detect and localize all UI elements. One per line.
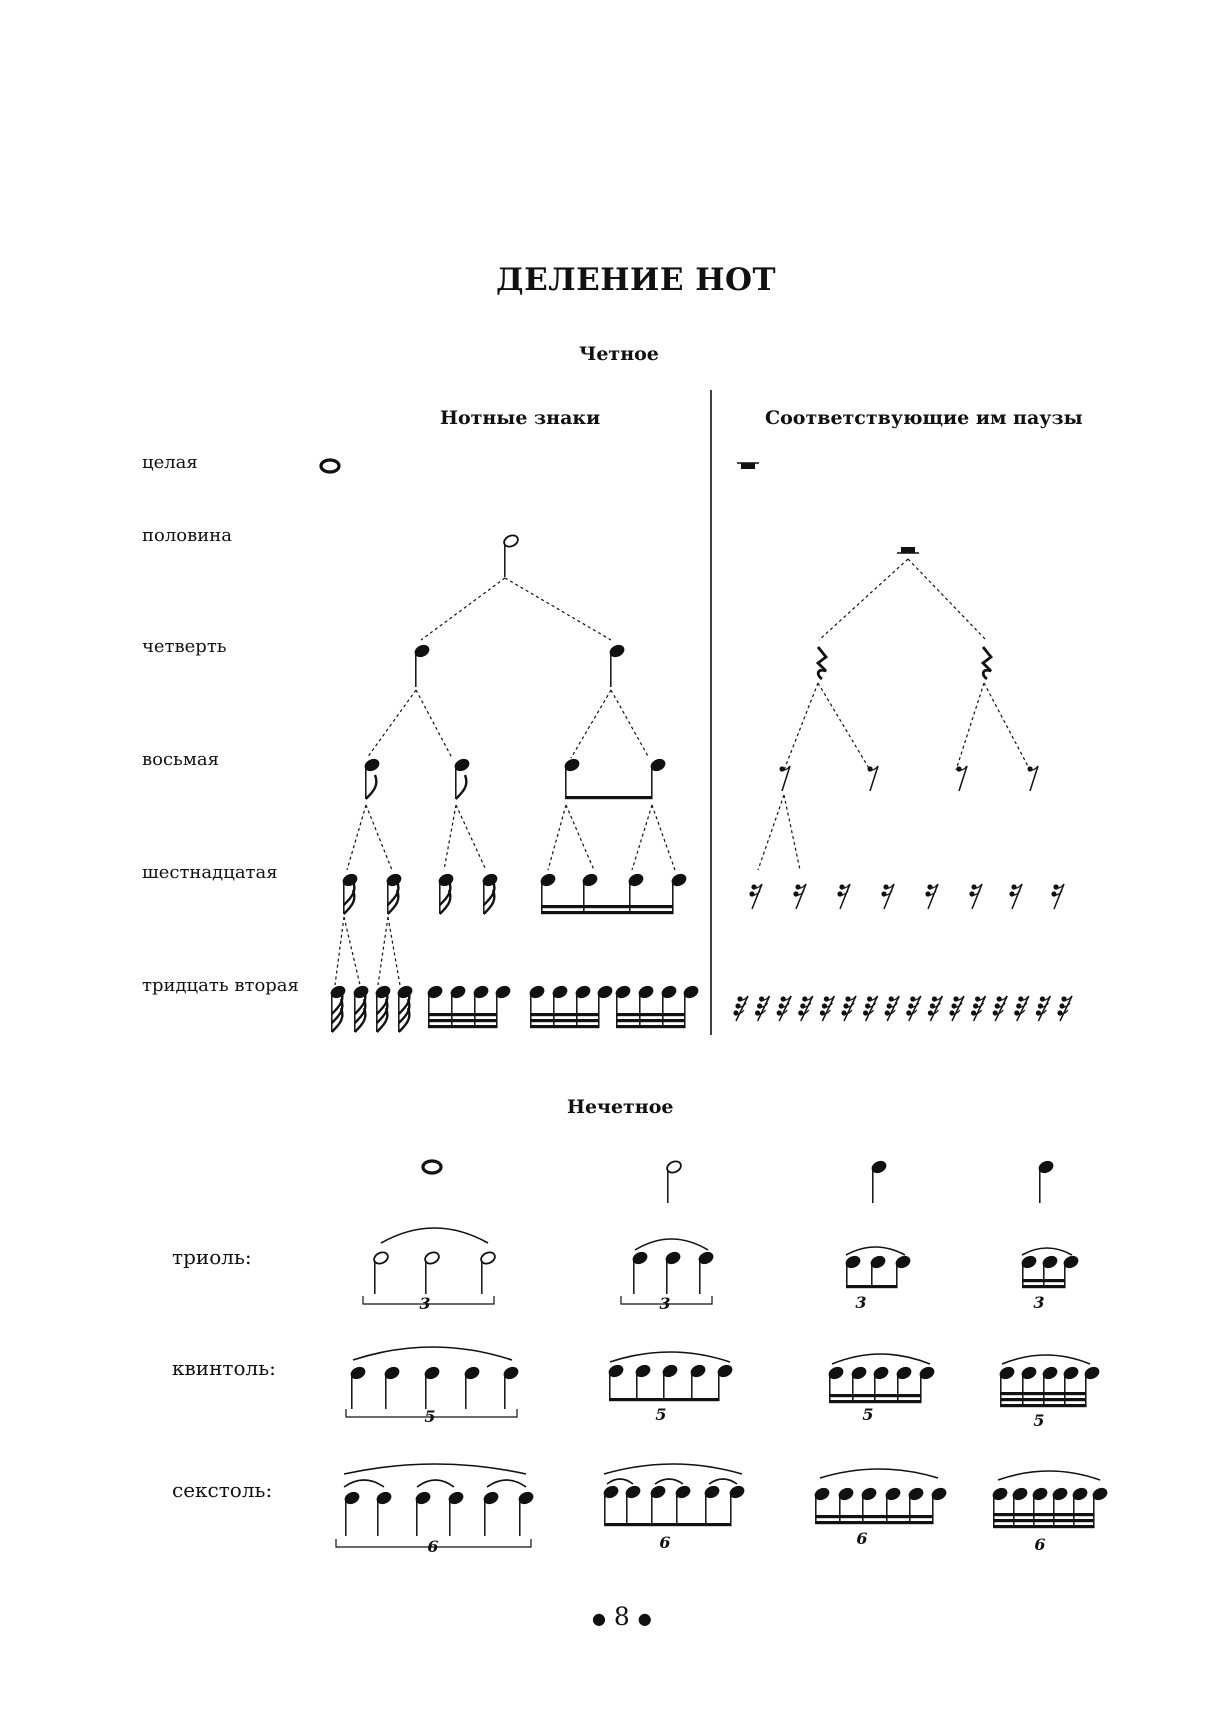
rest-dot [865, 1003, 870, 1008]
rest-dot [1038, 1003, 1043, 1008]
row-label-sextuplet: секстоль: [172, 1478, 273, 1502]
rest-dot [881, 891, 886, 896]
tuplet-number: 3 [659, 1294, 671, 1313]
tuplet-slur [344, 1480, 384, 1487]
rest-dot [971, 884, 976, 889]
row-label-whole: целая [142, 452, 198, 473]
division-line [444, 805, 456, 870]
row-label-quarter: четверть [142, 636, 227, 657]
note-beam [541, 905, 673, 908]
note-beam [1022, 1285, 1065, 1288]
tuplet-number: 3 [1033, 1293, 1045, 1312]
rest-dot [1027, 766, 1032, 771]
rest-dot [863, 1010, 868, 1015]
odd-heading: Нечетное [567, 1096, 674, 1118]
rest-dot [781, 996, 786, 1001]
rest-dot [795, 884, 800, 889]
division-line [571, 690, 611, 758]
note-beam [616, 1025, 685, 1028]
division-line [378, 917, 388, 985]
note-beam [530, 1025, 599, 1028]
half-rest [901, 547, 915, 553]
rest-dot [975, 996, 980, 1001]
division-line [335, 917, 344, 985]
rest-dot [737, 996, 742, 1001]
rest-dot [837, 891, 842, 896]
rest-dot [843, 1003, 848, 1008]
note-beam [829, 1400, 921, 1403]
note-beam [1000, 1398, 1086, 1401]
page-number-dot: ● [592, 1609, 606, 1628]
tuplet-number: 3 [855, 1293, 867, 1312]
notes-column-heading: Нотные знаки [440, 407, 601, 429]
note-flag [366, 775, 377, 799]
division-line [652, 805, 675, 870]
note-beam [829, 1394, 921, 1397]
tuplet-slur [832, 1354, 930, 1364]
tuplet-slur [1002, 1355, 1090, 1364]
division-line [367, 690, 416, 758]
note-beam [815, 1515, 933, 1518]
note-beam [428, 1013, 497, 1016]
tuplet-slur [610, 1352, 730, 1362]
rest-dot [839, 884, 844, 889]
rest-dot [1011, 884, 1016, 889]
row-label-sixteenth: шестнадцатая [142, 862, 278, 883]
rest-dot [953, 996, 958, 1001]
tuplet-number: 5 [1033, 1411, 1045, 1430]
rest-dot [800, 1003, 805, 1008]
division-line [456, 805, 486, 870]
note-beam [541, 911, 673, 914]
rest-dot [755, 1010, 760, 1015]
rest-dot [1053, 884, 1058, 889]
tuplet-number: 5 [424, 1407, 436, 1426]
tuplet-slur [635, 1239, 708, 1250]
rest-dot [779, 1003, 784, 1008]
division-line [548, 805, 566, 870]
rest-dot [867, 766, 872, 771]
division-line [366, 805, 392, 870]
row-label-eighth: восьмая [142, 749, 219, 770]
rest-dot [1014, 1010, 1019, 1015]
note-flag [456, 775, 467, 799]
tuplet-slur [353, 1347, 512, 1360]
rest-dot [735, 1003, 740, 1008]
rest-dot [997, 996, 1002, 1001]
division-line [758, 795, 784, 870]
note-beam [815, 1521, 933, 1524]
note-beam [616, 1013, 685, 1016]
division-line [388, 917, 400, 985]
quarter-rest [818, 647, 826, 679]
whole-note [423, 1161, 441, 1173]
note-beam [1022, 1279, 1065, 1282]
note-beam [428, 1025, 497, 1028]
page-number-dot: ● [637, 1609, 652, 1628]
division-line [908, 559, 986, 640]
rest-dot [956, 766, 961, 771]
tuplet-number: 6 [856, 1529, 868, 1548]
rest-dot [973, 1003, 978, 1008]
division-line [421, 578, 505, 640]
row-label-quintuplet: квинтоль: [172, 1356, 276, 1380]
note-beam [616, 1019, 685, 1022]
tuplet-slur [655, 1479, 683, 1484]
tuplet-slur [607, 1479, 633, 1484]
whole-rest [741, 463, 755, 469]
tuplet-slur [381, 1228, 488, 1243]
rest-dot [883, 884, 888, 889]
rest-dot [1016, 1003, 1021, 1008]
tuplet-slur [820, 1469, 938, 1478]
tuplet-number: 6 [427, 1537, 439, 1556]
rest-dot [887, 1003, 892, 1008]
rest-dot [930, 1003, 935, 1008]
rest-dot [1040, 996, 1045, 1001]
rest-dot [757, 1003, 762, 1008]
rest-dot [908, 1003, 913, 1008]
row-label-thirty-second: тридцать вторая [142, 975, 299, 996]
rest-dot [906, 1010, 911, 1015]
division-line [818, 683, 870, 770]
division-line [632, 805, 652, 870]
page-title: ДЕЛЕНИЕ НОТ [496, 262, 777, 298]
rest-dot [822, 1003, 827, 1008]
rest-dot [925, 891, 930, 896]
whole-note [321, 460, 339, 472]
page-number-value: 8 [613, 1602, 630, 1631]
rest-dot [824, 996, 829, 1001]
rest-dot [841, 1010, 846, 1015]
tuplet-slur [998, 1471, 1100, 1480]
rest-dot [1057, 1010, 1062, 1015]
division-line [784, 795, 800, 870]
rest-dot [995, 1003, 1000, 1008]
tuplet-number: 5 [655, 1405, 667, 1424]
rest-dot [1059, 1003, 1064, 1008]
tuplet-number: 5 [862, 1405, 874, 1424]
rest-dot [1009, 891, 1014, 896]
division-line [416, 690, 452, 758]
division-line [566, 805, 594, 870]
rest-dot [993, 1010, 998, 1015]
tuplet-slur [344, 1464, 526, 1474]
rest-dot [1018, 996, 1023, 1001]
note-beam [565, 796, 652, 799]
rest-dot [932, 996, 937, 1001]
note-beam [609, 1398, 719, 1401]
division-line [505, 578, 611, 640]
note-beam [530, 1019, 599, 1022]
note-beam [530, 1013, 599, 1016]
note-beam [993, 1519, 1094, 1522]
tuplet-number: 6 [1034, 1535, 1046, 1554]
rest-dot [759, 996, 764, 1001]
note-beam [428, 1019, 497, 1022]
tuplet-number: 6 [659, 1533, 671, 1552]
rest-dot [969, 891, 974, 896]
quarter-rest [983, 647, 991, 679]
rest-dot [802, 996, 807, 1001]
rest-dot [733, 1010, 738, 1015]
rest-dot [949, 1010, 954, 1015]
rest-dot [749, 891, 754, 896]
rests-column-heading: Соответствующие им паузы [765, 407, 1083, 429]
division-line [347, 805, 366, 870]
note-beam [846, 1285, 897, 1288]
division-line [611, 690, 649, 758]
rest-dot [820, 1010, 825, 1015]
note-beam [1000, 1392, 1086, 1395]
tuplet-slur [709, 1479, 737, 1484]
row-label-triplet: триоль: [172, 1245, 252, 1269]
rest-dot [779, 766, 784, 771]
tuplet-slur [1022, 1248, 1072, 1255]
division-line [784, 683, 818, 770]
tuplet-slur [846, 1247, 905, 1255]
division-line [984, 683, 1030, 770]
rest-dot [885, 1010, 890, 1015]
rest-dot [751, 884, 756, 889]
rest-dot [1061, 996, 1066, 1001]
tuplet-slur [604, 1464, 742, 1474]
rest-dot [1051, 891, 1056, 896]
rest-dot [777, 1010, 782, 1015]
rest-dot [951, 1003, 956, 1008]
rest-dot [971, 1010, 976, 1015]
rest-dot [928, 1010, 933, 1015]
tuplet-slur [417, 1480, 454, 1487]
note-beam [993, 1513, 1094, 1516]
division-line [819, 559, 908, 640]
tuplet-slur [487, 1480, 526, 1487]
rest-dot [910, 996, 915, 1001]
rest-dot [927, 884, 932, 889]
division-line [956, 683, 984, 770]
even-heading: Четное [579, 343, 659, 365]
note-beam [993, 1525, 1094, 1528]
note-beam [1000, 1404, 1086, 1407]
division-line [344, 917, 360, 985]
rest-dot [889, 996, 894, 1001]
rest-dot [798, 1010, 803, 1015]
rest-dot [1036, 1010, 1041, 1015]
rest-dot [845, 996, 850, 1001]
tuplet-number: 3 [419, 1294, 431, 1313]
rest-dot [793, 891, 798, 896]
rest-dot [867, 996, 872, 1001]
note-beam [604, 1523, 731, 1526]
row-label-half: половина [142, 525, 232, 546]
